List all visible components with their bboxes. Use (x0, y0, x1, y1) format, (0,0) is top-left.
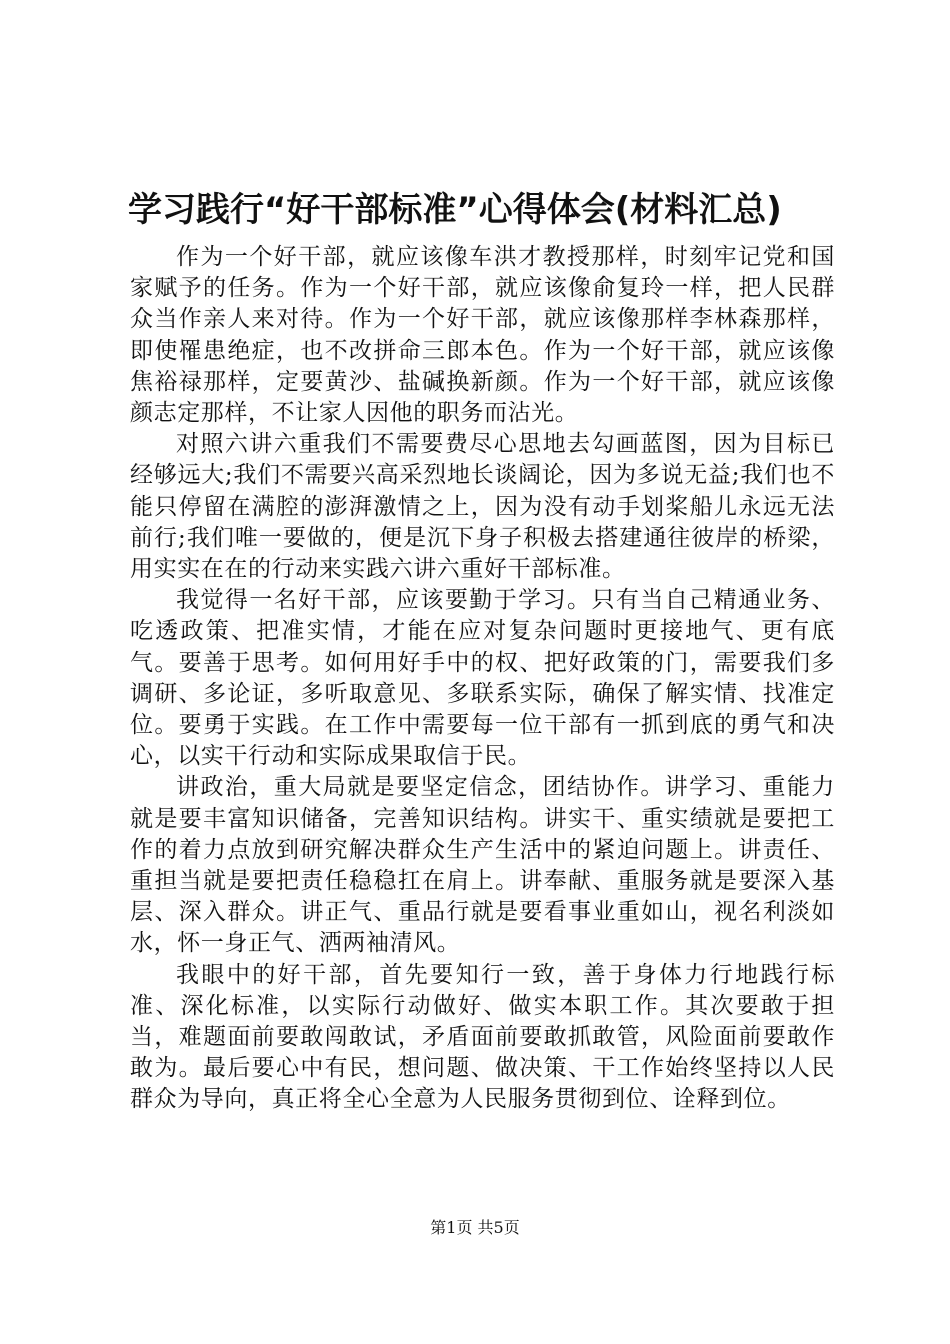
paragraph: 我觉得一名好干部，应该要勤于学习。只有当自己精通业务、吃透政策、把准实情，才能在应对复杂问题时更接地气、更有底气。要善于思考。如何用好手中的权、把好政策的门，需要我们多调研、多论证，多听取意见、多联系实际，确保了解实情、找准定位。要勇于实践。在工作中需要每一位干部有一抓到底的勇气和决心，以实干行动和实际成果取信于民。 (130, 587, 835, 770)
document-title: 学习践行“好干部标准”心得体会(材料汇总) (128, 190, 782, 230)
paragraph: 作为一个好干部，就应该像车洪才教授那样，时刻牢记党和国家赋予的任务。作为一个好干部，就应该像俞复玲一样，把人民群众当作亲人来对待。作为一个好干部，就应该像那样李林森那样，即使罹患绝症，也不改拼命三郎本色。作为一个好干部，就应该像焦裕禄那样，定要黄沙、盐碱换新颜。作为一个好干部，就应该像颜志定那样，不让家人因他的职务而沾光。 (130, 244, 835, 427)
page-number-footer: 第1页 共5页 (430, 1218, 520, 1237)
paragraph: 讲政治，重大局就是要坚定信念，团结协作。讲学习、重能力就是要丰富知识储备，完善知识结构。讲实干、重实绩就是要把工作的着力点放到研究解决群众生产生活中的紧迫问题上。讲责任、重担当就是要把责任稳稳扛在肩上。讲奉献、重服务就是要深入基层、深入群众。讲正气、重品行就是要看事业重如山，视名利淡如水，怀一身正气、洒两袖清风。 (130, 774, 835, 957)
document-body (130, 242, 835, 1116)
paragraph: 我眼中的好干部，首先要知行一致，善于身体力行地践行标准、深化标准，以实际行动做好、做实本职工作。其次要敢于担当，难题面前要敢闯敢试，矛盾面前要敢抓敢管，风险面前要敢作敢为。最后要心中有民，想问题、做决策、干工作始终坚持以人民群众为导向，真正将全心全意为人民服务贯彻到位、诠释到位。 (130, 961, 835, 1113)
paragraph: 对照六讲六重我们不需要费尽心思地去勾画蓝图，因为目标已经够远大;我们不需要兴高采烈地长谈阔论，因为多说无益;我们也不能只停留在满腔的澎湃激情之上，因为没有动手划桨船儿永远无法前行;我们唯一要做的，便是沉下身子积极去搭建通往彼岸的桥梁，用实实在在的行动来实践六讲六重好干部标准。 (130, 431, 835, 583)
